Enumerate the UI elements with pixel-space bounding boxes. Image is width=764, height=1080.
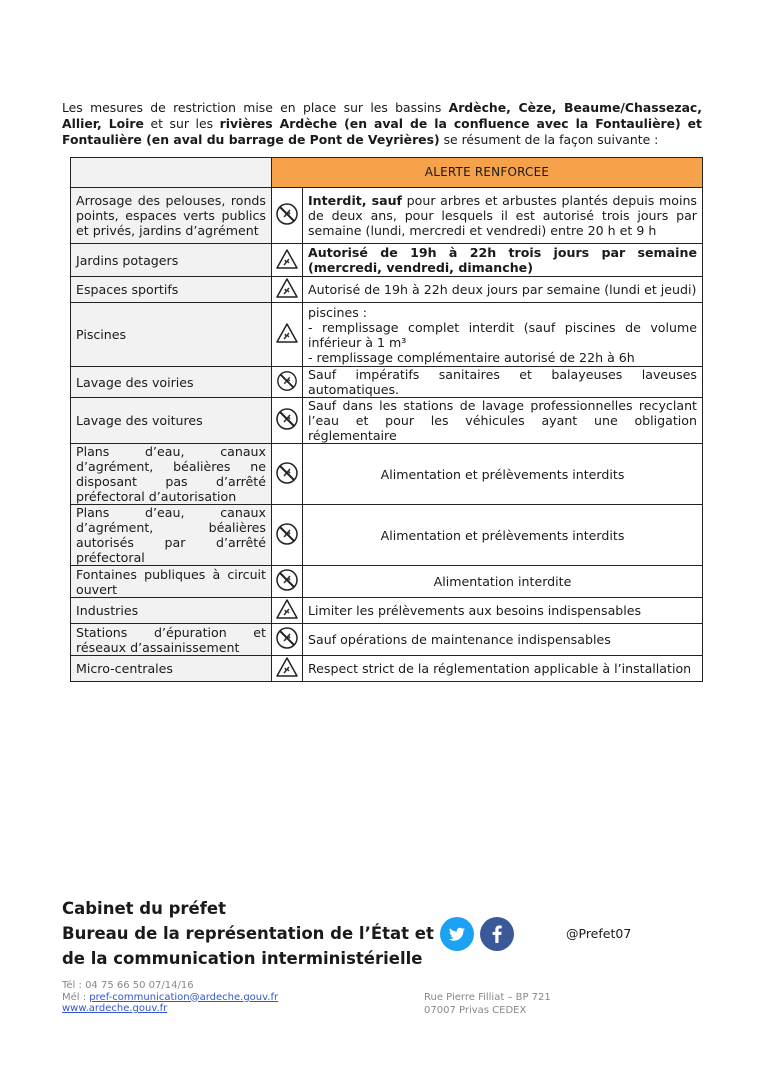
row-rule: Alimentation et prélèvements interdits bbox=[303, 444, 703, 505]
footer-title-line: de la communication interministérielle bbox=[62, 949, 423, 968]
row-label: Plans d’eau, canaux d’agrément, béalières autorisés par d’arrêté préfectoral bbox=[71, 505, 272, 566]
table-row bbox=[71, 367, 703, 398]
row-label: Stations d’épuration et réseaux d’assainissement bbox=[71, 624, 272, 656]
row-rule: Limiter les prélèvements aux besoins indispensables bbox=[303, 598, 703, 624]
warning-icon bbox=[272, 303, 303, 367]
twitter-icon[interactable] bbox=[440, 917, 474, 951]
rule-lead: Interdit, sauf bbox=[308, 193, 403, 208]
intro-text-3: se résument de la façon suivante : bbox=[439, 132, 659, 147]
table-row bbox=[71, 188, 703, 244]
alert-level-header: ALERTE RENFORCEE bbox=[272, 158, 703, 188]
table-row bbox=[71, 624, 703, 656]
footer-title bbox=[62, 896, 434, 971]
table-row bbox=[71, 277, 703, 303]
row-rule: Sauf dans les stations de lavage professionnelles recyclant l’eau et pour les véhicules ayant une obligation réglementaire bbox=[303, 398, 703, 444]
rule-line: piscines : bbox=[308, 304, 368, 320]
footer-title-line: Bureau de la représentation de l’État et bbox=[62, 924, 434, 943]
warning-icon bbox=[272, 244, 303, 277]
warning-icon bbox=[272, 656, 303, 682]
footer-title-line: Cabinet du préfet bbox=[62, 899, 226, 918]
address-line: Rue Pierre Filliat – BP 721 bbox=[424, 992, 551, 1003]
forbidden-icon bbox=[272, 624, 303, 656]
row-rule bbox=[303, 188, 703, 244]
postal-address bbox=[424, 992, 551, 1017]
warning-icon bbox=[272, 598, 303, 624]
phone-number: Tél : 04 75 66 50 07/14/16 bbox=[62, 980, 194, 991]
table-row bbox=[71, 505, 703, 566]
intro-rivers: rivières Ardèche (en aval de la confluence avec la Fontaulière) et Fontaulière (en aval du barrage de Pont de Veyrières) bbox=[62, 116, 702, 147]
row-rule: Autorisé de 19h à 22h trois jours par semaine (mercredi, vendredi, dimanche) bbox=[303, 244, 703, 277]
forbidden-icon bbox=[272, 444, 303, 505]
website-link[interactable]: www.ardeche.gouv.fr bbox=[62, 1003, 168, 1014]
forbidden-icon bbox=[272, 367, 303, 398]
row-label: Arrosage des pelouses, ronds points, espaces verts publics et privés, jardins d’agrément bbox=[71, 188, 272, 244]
row-label: Micro-centrales bbox=[71, 656, 272, 682]
social-handle[interactable]: @Prefet07 bbox=[566, 926, 632, 941]
row-label: Piscines bbox=[71, 303, 272, 367]
header-empty-cell bbox=[71, 158, 272, 188]
table-row bbox=[71, 303, 703, 367]
table-header-row bbox=[71, 158, 703, 188]
row-label: Lavage des voitures bbox=[71, 398, 272, 444]
restriction-table bbox=[70, 157, 703, 682]
row-rule: Sauf opérations de maintenance indispensables bbox=[303, 624, 703, 656]
table-row bbox=[71, 566, 703, 598]
rule-line: - remplissage complet interdit (sauf piscines de volume inférieur à 1 m³ bbox=[308, 319, 697, 350]
facebook-icon[interactable] bbox=[480, 917, 514, 951]
table-row bbox=[71, 444, 703, 505]
row-label: Fontaines publiques à circuit ouvert bbox=[71, 566, 272, 598]
email-label: Mél : bbox=[62, 991, 90, 1003]
row-label: Lavage des voiries bbox=[71, 367, 272, 398]
email-link[interactable]: pref-communication@ardeche.gouv.fr bbox=[89, 991, 279, 1003]
forbidden-icon bbox=[272, 566, 303, 598]
intro-basins: Ardèche, Cèze, Beaume/Chassezac, Allier, Loire bbox=[62, 100, 702, 131]
forbidden-icon bbox=[272, 188, 303, 244]
table-row bbox=[71, 244, 703, 277]
intro-paragraph bbox=[62, 100, 702, 148]
row-label: Industries bbox=[71, 598, 272, 624]
forbidden-icon bbox=[272, 398, 303, 444]
email-line bbox=[62, 992, 278, 1004]
row-label: Espaces sportifs bbox=[71, 277, 272, 303]
row-rule bbox=[303, 303, 703, 367]
row-rule: Sauf impératifs sanitaires et balayeuses laveuses automatiques. bbox=[303, 367, 703, 398]
address-line: 07007 Privas CEDEX bbox=[424, 1004, 527, 1016]
row-label: Jardins potagers bbox=[71, 244, 272, 277]
forbidden-icon bbox=[272, 505, 303, 566]
rule-line: - remplissage complémentaire autorisé de 22h à 6h bbox=[308, 349, 635, 365]
row-rule: Alimentation et prélèvements interdits bbox=[303, 505, 703, 566]
intro-text-2: et sur les bbox=[143, 116, 220, 131]
table-row bbox=[71, 656, 703, 682]
contact-info bbox=[62, 980, 278, 1015]
warning-icon bbox=[272, 277, 303, 303]
table-row bbox=[71, 598, 703, 624]
row-rule: Autorisé de 19h à 22h deux jours par semaine (lundi et jeudi) bbox=[303, 277, 703, 303]
row-label: Plans d’eau, canaux d’agrément, béalières ne disposant pas d’arrêté préfectoral d’autorisation bbox=[71, 444, 272, 505]
intro-text-1: Les mesures de restriction mise en place sur les bassins bbox=[62, 100, 449, 115]
row-rule: Alimentation interdite bbox=[303, 566, 703, 598]
rule-text: pour arbres et arbustes plantés depuis moins de deux ans, pour lesquels il est autorisé trois jours par semaine (lundi, mercredi et vendredi) entre 20 h et 9 h bbox=[308, 193, 697, 238]
table-row bbox=[71, 398, 703, 444]
row-rule: Respect strict de la réglementation applicable à l’installation bbox=[303, 656, 703, 682]
